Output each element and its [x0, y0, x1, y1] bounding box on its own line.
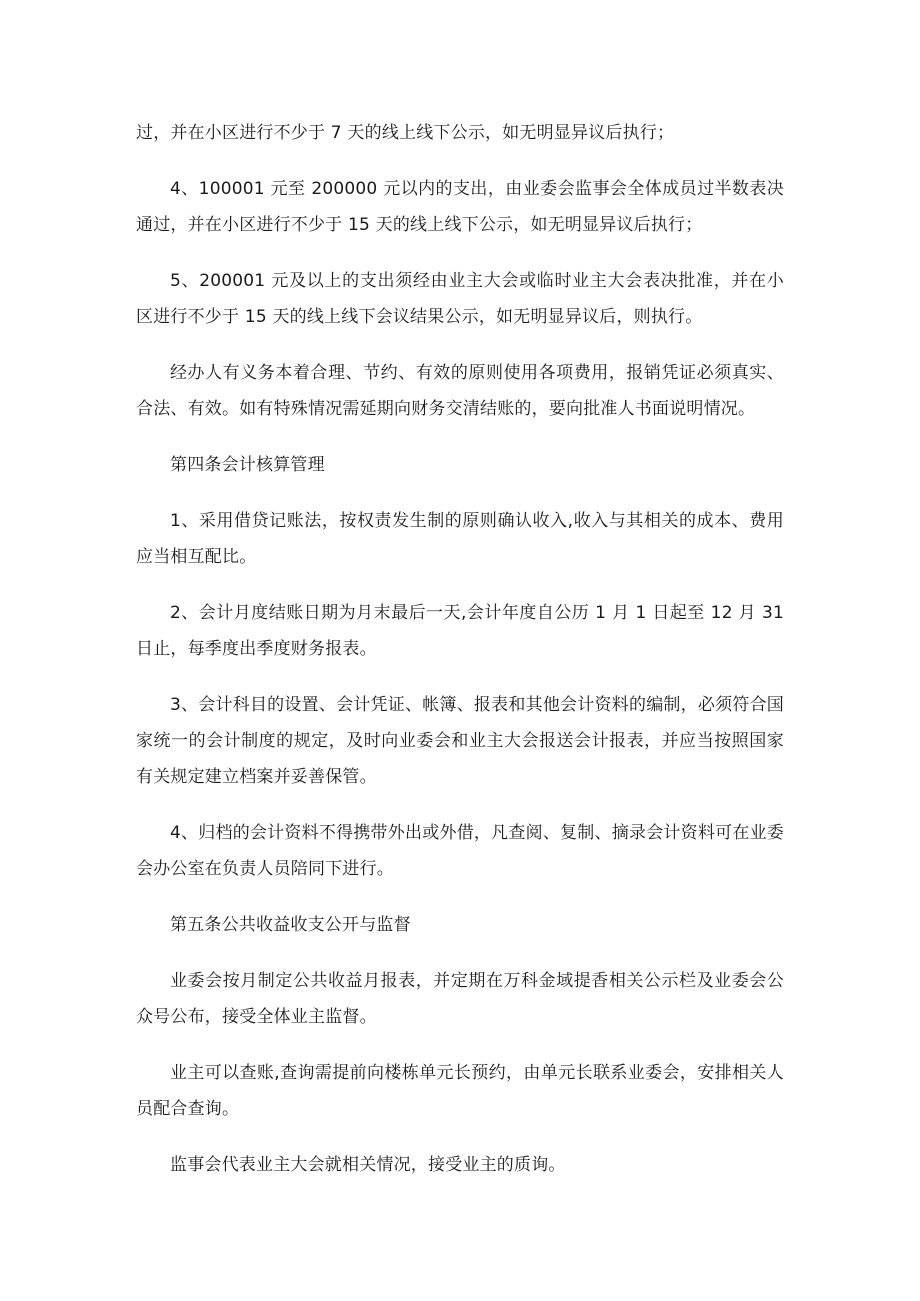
paragraph-handler-duty: 经办人有义务本着合理、节约、有效的原则使用各项费用，报销凭证必须真实、合法、有效。如有特殊情况需延期向财务交清结账的，要向批准人书面说明情况。 [136, 363, 784, 419]
section-heading-article-5: 第五条公共收益收支公开与监督 [170, 915, 411, 935]
paragraph-continuation: 过，并在小区进行不少于 7 天的线上线下公示，如无明显异议后执行； [136, 123, 675, 143]
paragraph-accounting-1: 1、采用借贷记账法，按权责发生制的原则确认收入,收入与其相关的成本、费用应当相互配比。 [136, 511, 784, 567]
paragraph-accounting-2: 2、会计月度结账日期为月末最后一天,会计年度自公历 1 月 1 日起至 12 月 31 日止，每季度出季度财务报表。 [136, 603, 784, 659]
section-heading-article-4: 第四条会计核算管理 [170, 455, 325, 475]
document-body [136, 115, 784, 1203]
paragraph-accounting-4: 4、归档的会计资料不得携带外出或外借，凡查阅、复制、摘录会计资料可在业委会办公室在负责人员陪同下进行。 [136, 823, 784, 879]
paragraph-monthly-report: 业委会按月制定公共收益月报表，并定期在万科金域提香相关公示栏及业委会公众号公布，接受全体业主监督。 [136, 971, 784, 1027]
paragraph-account-inquiry: 业主可以查账,查询需提前向楼栋单元长预约，由单元长联系业委会，安排相关人员配合查询。 [136, 1063, 784, 1119]
paragraph-item-5: 5、200001 元及以上的支出须经由业主大会或临时业主大会表决批准，并在小区进行不少于 15 天的线上线下会议结果公示，如无明显异议后，则执行。 [136, 271, 784, 327]
paragraph-supervisory-board: 监事会代表业主大会就相关情况，接受业主的质询。 [170, 1155, 566, 1175]
paragraph-item-4: 4、100001 元至 200000 元以内的支出，由业委会监事会全体成员过半数表决通过，并在小区进行不少于 15 天的线上线下公示，如无明显异议后执行； [136, 179, 784, 235]
paragraph-accounting-3: 3、会计科目的设置、会计凭证、帐簿、报表和其他会计资料的编制，必须符合国家统一的会计制度的规定，及时向业委会和业主大会报送会计报表，并应当按照国家有关规定建立档案并妥善保管。 [136, 695, 784, 787]
